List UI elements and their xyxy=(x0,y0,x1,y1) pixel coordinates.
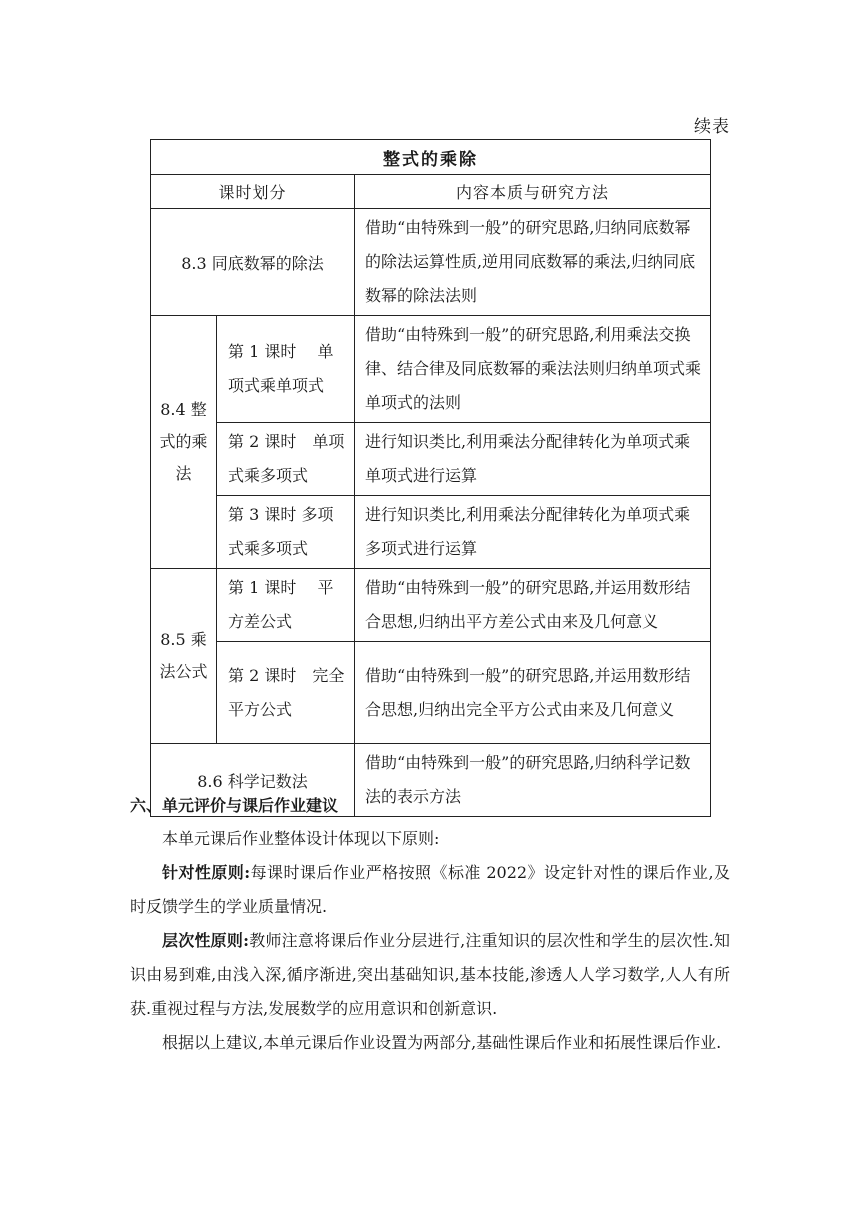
header-lesson-division: 课时划分 xyxy=(151,175,355,209)
lesson-cell: 第 2 课时 完全平方公式 xyxy=(217,642,355,744)
section-heading: 六、单元评价与课后作业建议 xyxy=(130,796,339,815)
principle-2-text: 教师注意将课后作业分层进行,注重知识的层次性和学生的层次性.知识由易到难,由浅入深,循序渐进,突出基础知识,基本技能,渗透人人学习数学,人人有所获.重视过程与方法,发展数学的应用意识和创新意识. xyxy=(130,931,730,1018)
principle-1-text: 每课时课后作业严格按照《标准 2022》设定针对性的课后作业,及时反馈学生的学业质量情况. xyxy=(130,863,730,916)
lesson-cell: 第 2 课时 单项式乘多项式 xyxy=(217,423,355,496)
intro-paragraph: 本单元课后作业整体设计体现以下原则: xyxy=(162,829,440,848)
conclusion-paragraph: 根据以上建议,本单元课后作业设置为两部分,基础性课后作业和拓展性课后作业. xyxy=(162,1033,722,1052)
table-title: 整式的乘除 xyxy=(151,140,711,175)
content-cell: 借助“由特殊到一般”的研究思路,并运用数形结合思想,归纳出平方差公式由来及几何意义 xyxy=(355,569,711,642)
group-cell: 8.4 整式的乘法 xyxy=(151,316,217,569)
content-cell: 借助“由特殊到一般”的研究思路,归纳同底数幂的除法运算性质,逆用同底数幂的乘法,归纳同底数幂的除法法则 xyxy=(355,209,711,316)
table-title-row xyxy=(151,140,711,175)
lesson-cell: 第 3 课时 多项式乘多项式 xyxy=(217,496,355,569)
principle-2-label: 层次性原则: xyxy=(162,931,250,950)
table-row xyxy=(151,209,711,316)
group-cell: 8.5 乘法公式 xyxy=(151,569,217,744)
header-content-method: 内容本质与研究方法 xyxy=(355,175,711,209)
table-header-row xyxy=(151,175,711,209)
lesson-cell: 8.3 同底数幂的除法 xyxy=(151,209,355,316)
content-cell: 借助“由特殊到一般”的研究思路,利用乘法交换律、结合律及同底数幂的乘法法则归纳单项式乘单项式的法则 xyxy=(355,316,711,423)
content-cell: 借助“由特殊到一般”的研究思路,归纳科学记数法的表示方法 xyxy=(355,744,711,817)
lesson-cell: 8.6 科学记数法 xyxy=(151,744,355,817)
content-cell: 借助“由特殊到一般”的研究思路,并运用数形结合思想,归纳出完全平方公式由来及几何意义 xyxy=(355,642,711,744)
continued-label: 续表 xyxy=(694,117,730,137)
lesson-cell: 第 1 课时 平方差公式 xyxy=(217,569,355,642)
principle-1-paragraph xyxy=(130,856,730,924)
table-row xyxy=(151,496,711,569)
principle-2-paragraph xyxy=(130,924,730,1026)
table-row xyxy=(151,642,711,744)
table-row xyxy=(151,316,711,423)
content-cell: 进行知识类比,利用乘法分配律转化为单项式乘单项式进行运算 xyxy=(355,423,711,496)
principle-1-label: 针对性原则: xyxy=(162,863,251,882)
lesson-plan-table xyxy=(150,139,711,817)
table-row xyxy=(151,423,711,496)
lesson-cell: 第 1 课时 单项式乘单项式 xyxy=(217,316,355,423)
table-row xyxy=(151,569,711,642)
content-cell: 进行知识类比,利用乘法分配律转化为单项式乘多项式进行运算 xyxy=(355,496,711,569)
